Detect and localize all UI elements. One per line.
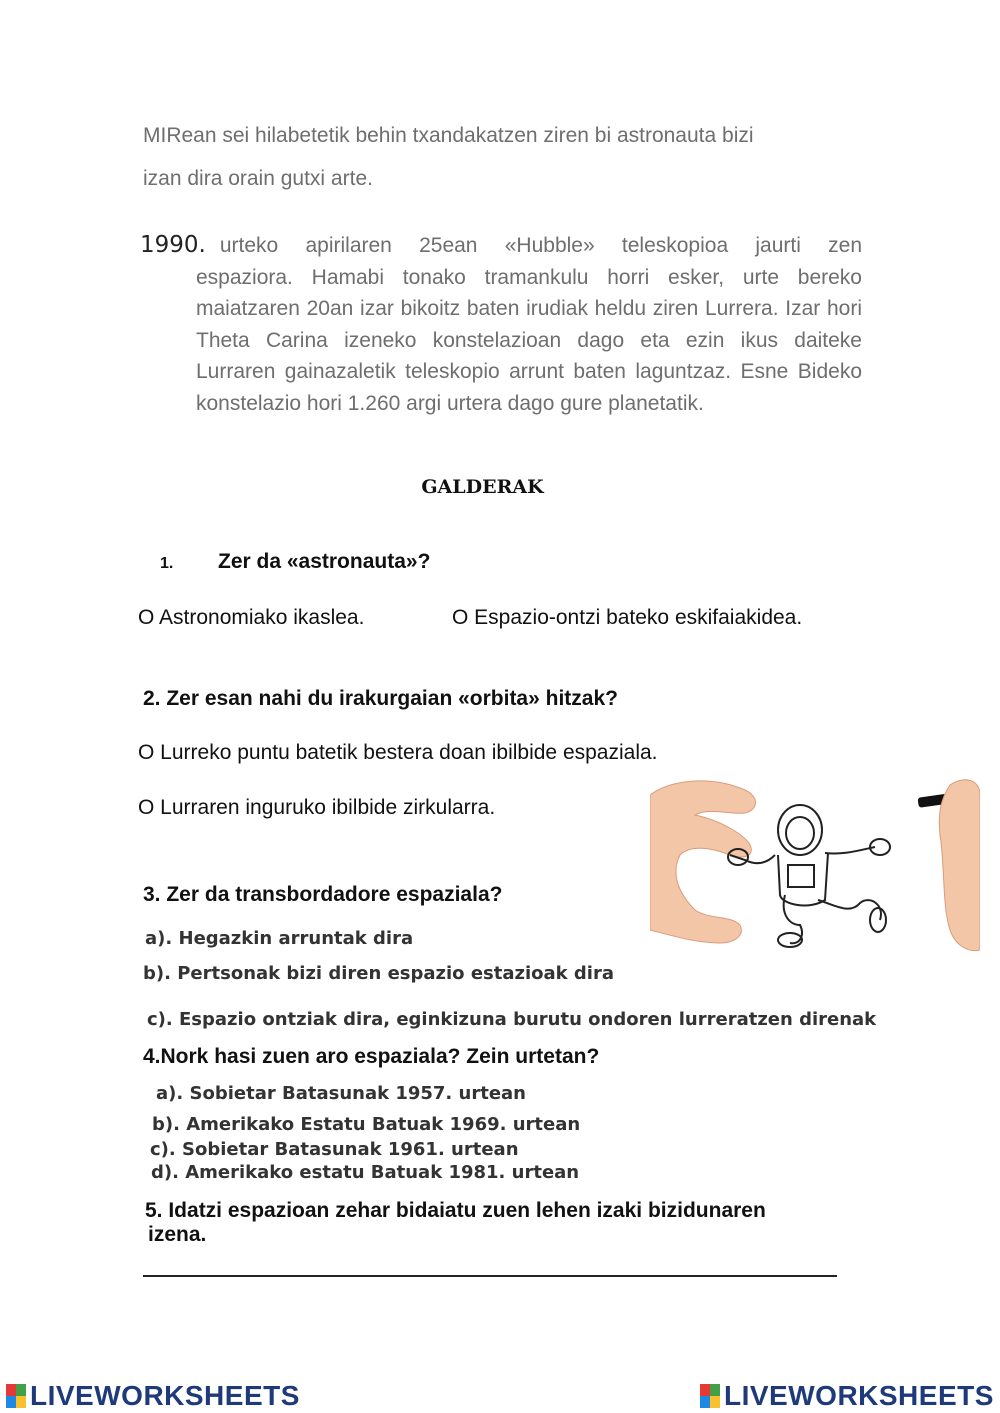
question-3: 3. Zer da transbordadore espaziala?: [143, 883, 503, 906]
question-4: 4.Nork hasi zuen aro espaziala? Zein urtetan?: [143, 1045, 600, 1068]
q4-option-a[interactable]: [156, 1083, 526, 1104]
paragraph-year: 1990.: [140, 232, 206, 258]
q1-option-1[interactable]: O Astronomiako ikaslea.: [138, 606, 365, 629]
q3-option-c[interactable]: [147, 1009, 876, 1030]
hubble-paragraph: [140, 230, 862, 419]
q3-option-a[interactable]: [145, 928, 413, 949]
q4-option-b-text: Amerikako Estatu Batuak 1969. urtean: [186, 1114, 581, 1135]
q4-option-c[interactable]: [150, 1139, 519, 1160]
brand-text-left: LIVEWORKSHEETS: [30, 1380, 300, 1411]
astronaut-drawing-icon: [650, 775, 980, 955]
liveworksheets-badge-icon: [6, 1384, 26, 1408]
q4-option-d-letter: d).: [151, 1162, 179, 1183]
question-1-number: 1.: [160, 555, 174, 572]
q1-option-2[interactable]: O Espazio-ontzi bateko eskifaiakidea.: [452, 606, 803, 629]
question-5-line-1: 5. Idatzi espazioan zehar bidaiatu zuen lehen izaki bizidunaren: [145, 1199, 766, 1222]
q4-option-a-letter: a).: [156, 1083, 184, 1104]
q4-option-c-letter: c).: [150, 1139, 176, 1160]
q3-option-c-letter: c).: [147, 1009, 173, 1030]
q4-option-d[interactable]: [151, 1162, 579, 1183]
q4-option-d-text: Amerikako estatu Batuak 1981. urtean: [185, 1162, 580, 1183]
intro-line-1: MIRean sei hilabetetik behin txandakatzen ziren bi astronauta bizi: [143, 124, 754, 147]
answer-line[interactable]: [143, 1275, 837, 1277]
q3-option-b-letter: b).: [143, 963, 171, 984]
paragraph-first-line: urteko apirilaren 25ean «Hubble» teleskopioa jaurti zen: [219, 234, 862, 257]
question-5: [145, 1199, 766, 1247]
q4-option-b-letter: b).: [152, 1114, 180, 1135]
liveworksheets-logo-right: [700, 1380, 994, 1412]
question-2: 2. Zer esan nahi du irakurgaian «orbita» hitzak?: [143, 687, 618, 710]
q3-option-a-text: Hegazkin arruntak dira: [178, 928, 414, 949]
paragraph-body: espaziora. Hamabi tonako tramankulu horri esker, urte bereko maiatzaren 20an izar bikoitz baten irudiak heldu ziren Lurrera. Izar hori Theta Carina izeneko konstelazioan dago eta ezin ikus daiteke Lurraren gainazaletik teleskopio arrunt baten laguntzaz. Esne Bideko konstelazio hori 1.260 argi urtera dago gure planetatik.: [196, 265, 862, 415]
q3-option-c-text: Espazio ontziak dira, eginkizuna burutu ondoren lurreratzen direnak: [179, 1009, 877, 1030]
q2-option-2[interactable]: O Lurraren inguruko ibilbide zirkularra.: [138, 796, 496, 819]
question-1: Zer da «astronauta»?: [218, 550, 431, 573]
q4-option-c-text: Sobietar Batasunak 1961. urtean: [182, 1139, 519, 1160]
brand-text-right: LIVEWORKSHEETS: [724, 1380, 994, 1411]
q3-option-a-letter: a).: [145, 928, 173, 949]
questions-heading: GALDERAK: [421, 476, 544, 498]
q4-option-b[interactable]: [152, 1114, 580, 1135]
question-5-line-2: izena.: [148, 1223, 207, 1246]
intro-text: [143, 114, 863, 200]
intro-line-2: izan dira orain gutxi arte.: [143, 167, 373, 190]
q3-option-b[interactable]: [143, 963, 614, 984]
q3-option-b-text: Pertsonak bizi diren espazio estazioak dira: [177, 963, 614, 984]
liveworksheets-logo-left: [6, 1380, 300, 1412]
q2-option-1[interactable]: O Lurreko puntu batetik bestera doan ibilbide espaziala.: [138, 741, 658, 764]
q4-option-a-text: Sobietar Batasunak 1957. urtean: [189, 1083, 526, 1104]
liveworksheets-badge-icon: [700, 1384, 720, 1408]
